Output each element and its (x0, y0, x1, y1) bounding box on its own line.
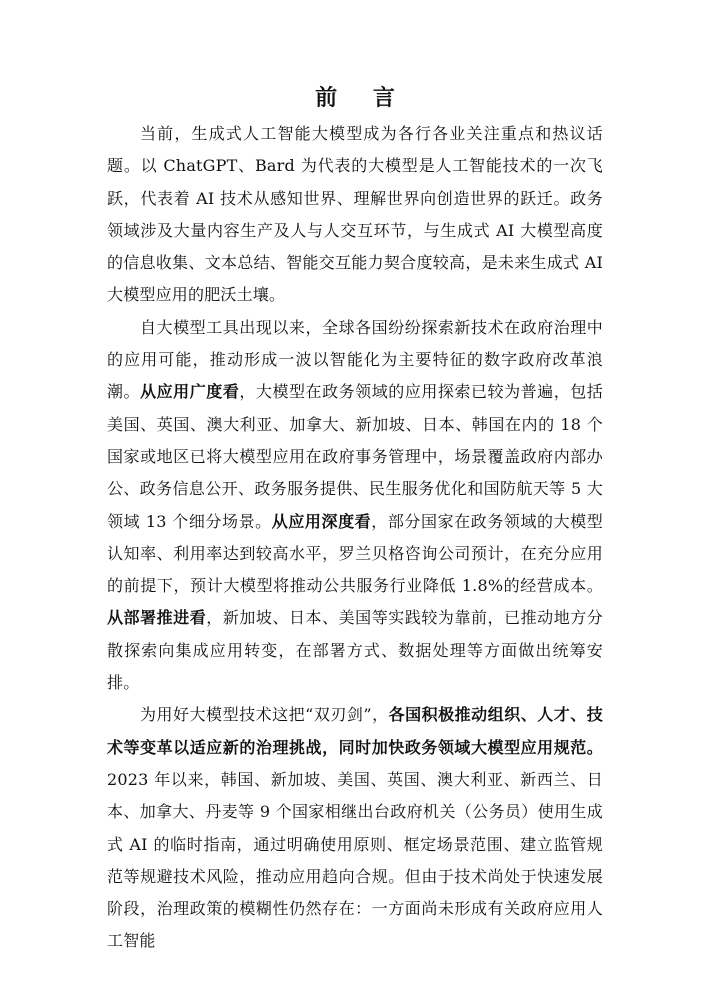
paragraph-3 (107, 699, 603, 957)
paragraph-text: 当前，生成式人工智能大模型成为各行各业关注重点和热议话题。以 ChatGPT、Bard 为代表的大模型是人工智能技术的一次飞跃，代表着 AI 技术从感知世界、理解世界向创造世界的跃迁。政务领域涉及大量内容生产及人与人交互环节，与生成式 AI 大模型高度的信息收集、文本总结、智能交互能力契合度较高，是未来生成式 AI 大模型应用的肥沃土壤。 (107, 124, 603, 305)
paragraph-2 (107, 312, 603, 700)
emphasis-depth: 从应用深度看 (271, 511, 372, 531)
emphasis-breadth: 从应用广度看 (140, 382, 240, 402)
paragraph-text: 2023 年以来，韩国、新加坡、美国、英国、澳大利亚、新西兰、日本、加拿大、丹麦等 9 个国家相继出台政府机关（公务员）使用生成式 AI 的临时指南，通过明确使用原则、框定场景范围、建立监管规范等规避技术风险，推动应用趋向合规。但由于技术尚处于快速发展阶段，治理政策的模糊性仍然存在：一方面尚未形成有关政府应用人工智能 (107, 769, 603, 951)
paragraph-text: 自大模型工具出现以来，全球各国纷纷探索新技术在政府治理中的应用可能，推动形成一波以智能化为主要特征的数字政府改革浪潮。 (107, 317, 603, 402)
paragraph-1 (107, 118, 603, 312)
paragraph-text: ，部分国家在政务领域的大模型认知率、利用率达到较高水平，罗兰贝格咨询公司预计，在充分应用的前提下，预计大模型将推动公共服务行业降低 1.8%的经营成本。 (107, 511, 604, 596)
document-body (107, 118, 603, 958)
paragraph-text: ，大模型在政务领域的应用探索已较为普遍，包括美国、英国、澳大利亚、加拿大、新加坡、日本、韩国在内的 18 个国家或地区已将大模型应用在政府事务管理中，场景覆盖政府内部办公、政务信息公开、政务服务提供、民生服务优化和国防航天等 5 大领域 13 个细分场景。 (107, 382, 604, 531)
page-title: 前 言 (315, 86, 409, 111)
emphasis-reform: 各国积极推动组织、人才、技术等变革以适应新的治理挑战，同时加快政务领域大模型应用规范。 (107, 705, 603, 757)
emphasis-deployment: 从部署推进看 (107, 608, 207, 628)
paragraph-text: ，新加坡、日本、美国等实践较为靠前，已推动地方分散探索向集成应用转变，在部署方式、数据处理等方面做出统筹安排。 (107, 608, 604, 693)
paragraph-text: 为用好大模型技术这把“双刃剑”， (140, 705, 389, 725)
